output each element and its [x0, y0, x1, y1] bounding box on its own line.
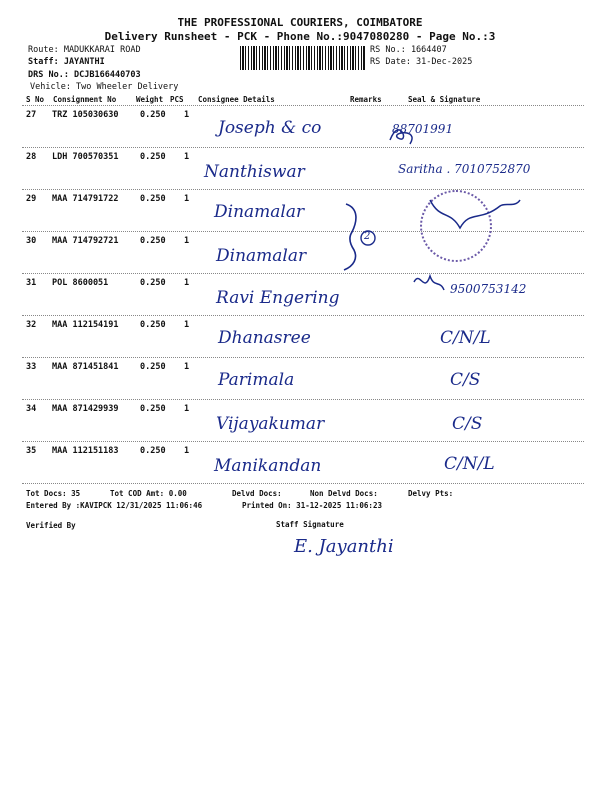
verified-by-label: Verified By: [26, 521, 76, 530]
row-consignment: MAA 714791722: [52, 194, 119, 204]
col-consignee: Consignee Details: [198, 95, 275, 104]
row-pcs: 1: [184, 278, 190, 288]
total-docs: Tot Docs: 35: [26, 489, 81, 498]
col-seal: Seal & Signature: [408, 95, 481, 104]
route-label: Route: MADUKKARAI ROAD: [28, 45, 141, 55]
col-sno: S No: [26, 95, 45, 104]
total-cod: Tot COD Amt: 0.00: [110, 489, 187, 498]
row-consignee: Nanthiswar: [204, 162, 305, 182]
row-consignee: Joseph & co: [218, 118, 322, 138]
row-sno: 30: [26, 236, 37, 246]
bracket-note: 2: [364, 231, 371, 242]
printed-on: Printed On: 31-12-2025 11:06:23: [242, 501, 382, 510]
row-pcs: 1: [184, 404, 190, 414]
barcode: [240, 46, 366, 70]
staff-signature: E. Jayanthi: [294, 536, 394, 557]
row-divider: [22, 399, 584, 400]
row-pcs: 1: [184, 152, 190, 162]
non-delivered-docs: Non Delvd Docs:: [310, 489, 378, 498]
row-seal: C/N/L: [440, 328, 491, 348]
row-seal: Saritha . 7010752870: [398, 162, 531, 176]
row-divider: [22, 357, 584, 358]
row-pcs: 1: [184, 236, 190, 246]
col-pcs: PCS: [170, 95, 184, 104]
row-weight: 0.250: [140, 404, 166, 414]
document-subtitle: Delivery Runsheet - PCK - Phone No.:9047080280 - Page No.:3: [104, 30, 496, 43]
row-seal: 9500753142: [450, 282, 527, 296]
row-pcs: 1: [184, 110, 190, 120]
row-divider: [22, 483, 584, 484]
row-consignment: MAA 714792721: [52, 236, 119, 246]
row-consignment: TRZ 105030630: [52, 110, 119, 120]
col-weight: Weight: [136, 95, 164, 104]
row-consignee: Vijayakumar: [216, 414, 325, 434]
row-sno: 34: [26, 404, 37, 414]
row-pcs: 1: [184, 362, 190, 372]
row-consignee: Dinamalar: [216, 246, 307, 266]
row-seal: 88701991: [392, 122, 454, 136]
rs-date: RS Date: 31-Dec-2025: [370, 57, 473, 67]
row-weight: 0.250: [140, 278, 166, 288]
row-sno: 33: [26, 362, 37, 372]
row-seal: C/N/L: [444, 454, 495, 474]
row-consignee: Dinamalar: [214, 202, 305, 222]
row-weight: 0.250: [140, 362, 166, 372]
row-consignment: MAA 871429939: [52, 404, 119, 414]
row-consignment: LDH 700570351: [52, 152, 119, 162]
row-consignment: POL 8600051: [52, 278, 109, 288]
row-consignee: Manikandan: [214, 456, 322, 476]
row-pcs: 1: [184, 446, 190, 456]
row-consignee: Parimala: [218, 370, 295, 390]
signature-scribbles: [380, 110, 560, 300]
rs-number: RS No.: 1664407: [370, 45, 447, 55]
delivery-points: Delvy Pts:: [408, 489, 454, 498]
header-divider: [22, 105, 584, 106]
row-consignment: MAA 871451841: [52, 362, 119, 372]
row-pcs: 1: [184, 194, 190, 204]
row-weight: 0.250: [140, 194, 166, 204]
row-sno: 28: [26, 152, 37, 162]
delivered-docs: Delvd Docs:: [232, 489, 282, 498]
row-sno: 32: [26, 320, 37, 330]
row-consignee: Ravi Engering: [216, 288, 340, 308]
entered-by: Entered By :KAVIPCK 12/31/2025 11:06:46: [26, 501, 203, 510]
vehicle-label: Vehicle: Two Wheeler Delivery: [30, 82, 179, 92]
col-consignment: Consignment No: [53, 95, 117, 104]
bracket-mark: [328, 200, 378, 272]
row-seal: C/S: [452, 414, 483, 434]
row-sno: 31: [26, 278, 37, 288]
row-weight: 0.250: [140, 236, 166, 246]
drs-number: DRS No.: DCJB166440703: [28, 70, 141, 80]
row-divider: [22, 441, 584, 442]
document-title: THE PROFESSIONAL COURIERS, COIMBATORE: [177, 16, 423, 29]
row-seal: C/S: [450, 370, 481, 390]
col-remarks: Remarks: [350, 95, 382, 104]
row-sno: 35: [26, 446, 37, 456]
staff-signature-label: Staff Signature: [276, 520, 344, 529]
staff-label: Staff: JAYANTHI: [28, 57, 105, 67]
row-consignment: MAA 112151183: [52, 446, 119, 456]
row-weight: 0.250: [140, 320, 166, 330]
row-divider: [22, 315, 584, 316]
row-consignment: MAA 112154191: [52, 320, 119, 330]
row-sno: 29: [26, 194, 37, 204]
row-weight: 0.250: [140, 152, 166, 162]
row-weight: 0.250: [140, 110, 166, 120]
row-pcs: 1: [184, 320, 190, 330]
row-weight: 0.250: [140, 446, 166, 456]
row-sno: 27: [26, 110, 37, 120]
row-consignee: Dhanasree: [218, 328, 311, 348]
